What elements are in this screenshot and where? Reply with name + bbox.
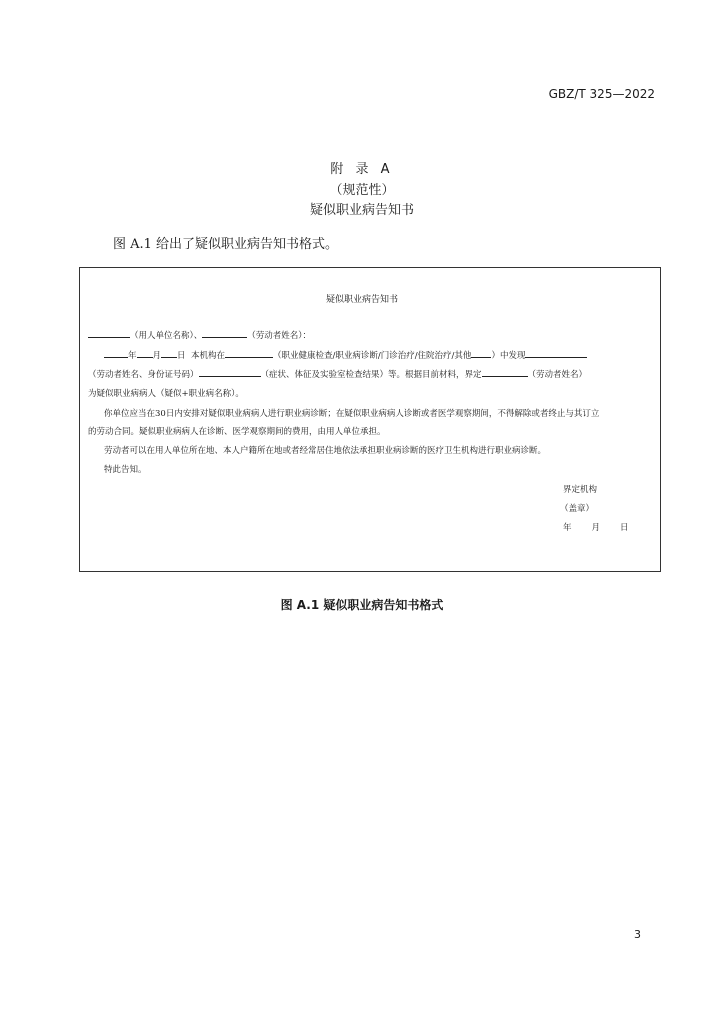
page-number: 3 [634, 928, 641, 941]
form-title: 疑似职业病告知书 [325, 295, 398, 305]
standard-code: GBZ/T 325—2022 [548, 87, 655, 101]
blank-month[interactable] [137, 349, 153, 358]
form-sign-seal: （盖章） [560, 504, 595, 514]
blank-finding[interactable] [525, 349, 587, 358]
form-para-rights: 劳动者可以在用人单位所在地、本人户籍所在地或者经常居住地依法承担职业病诊断的医疗卫生机构进行职业病诊断。 [104, 446, 547, 456]
annex-title: 附 录 A [330, 162, 394, 177]
blank-employer-name[interactable] [88, 329, 130, 338]
annex-heading: 疑似职业病告知书 [309, 203, 414, 218]
form-sign-org: 界定机构 [563, 485, 598, 495]
form-line-suspected: 为疑似职业病病人（疑似+职业病名称）。 [88, 389, 244, 399]
blank-defined-worker[interactable] [482, 368, 528, 377]
form-para-obligation-2: 的劳动合同。疑似职业病病人在诊断、医学观察期间的费用，由用人单位承担。 [88, 427, 386, 437]
blank-other[interactable] [471, 349, 491, 358]
form-closing: 特此告知。 [104, 465, 147, 475]
form-line-diagnosis: （劳动者姓名、身份证号码） （症状、体征及实验室检查结果）等。根据目前材料，界定 （劳动者姓名） [88, 370, 588, 380]
form-line-addressee: （用人单位名称）、 （劳动者姓名）： [88, 329, 311, 341]
blank-day[interactable] [161, 349, 177, 358]
annex-type: （规范性） [329, 183, 395, 198]
blank-worker-id[interactable] [199, 368, 261, 377]
blank-date[interactable] [225, 349, 273, 358]
form-sign-date: 年 月 日 [563, 523, 629, 533]
form-para-obligation-1: 你单位应当在30日内安排对疑似职业病病人进行职业病诊断；在疑似职业病病人诊断或者医学观察期间，不得解除或者终止与其订立 [104, 409, 600, 419]
figure-caption: 图 A.1 疑似职业病告知书格式 [280, 598, 444, 612]
intro-text: 图 A.1 给出了疑似职业病告知书格式。 [113, 237, 339, 252]
form-line-discovery: 年 月 日 本机构在 （职业健康检查/职业病诊断/门诊治疗/住院治疗/其他 ）中发现 [104, 349, 587, 361]
blank-year[interactable] [104, 349, 128, 358]
blank-worker-name[interactable] [202, 329, 247, 338]
